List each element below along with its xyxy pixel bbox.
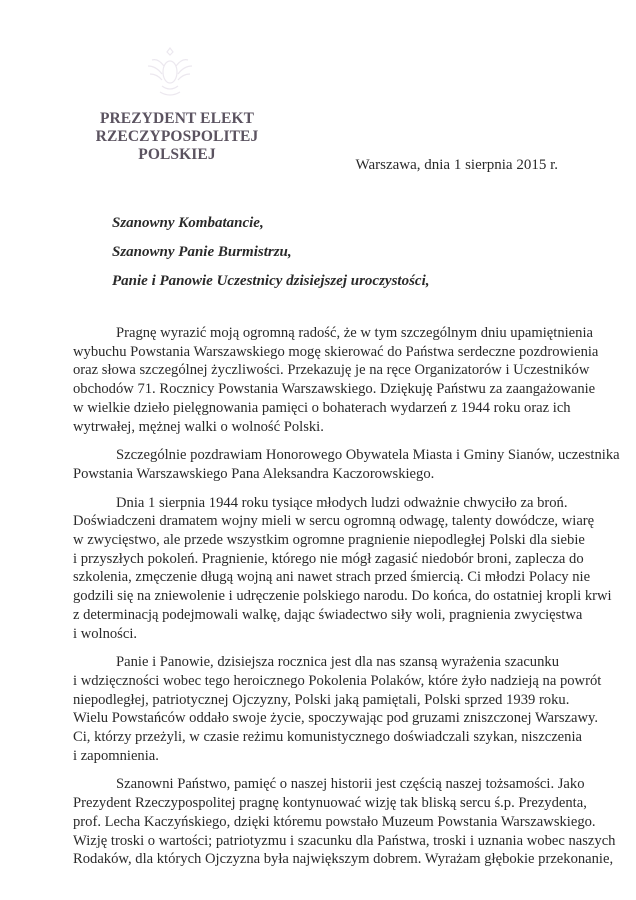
text-line: z determinacją podejmowali walkę, dając świadectwo siły woli, pragnienia zwycięstwa (73, 606, 583, 623)
text-line: w zwycięstwo, ale przede wszystkim ogromne pragnienie niepodległej Polski dla siebie (73, 532, 585, 549)
salutation-line: Panie i Panowie Uczestnicy dzisiejszej uroczystości, (112, 273, 430, 289)
letterhead-title-line2: RZECZYPOSPOLITEJ POLSKIEJ (95, 128, 259, 163)
text-line: Szanowni Państwo, pamięć o naszej historii jest częścią naszej tożsamości. Jako (116, 776, 585, 793)
letter-body (73, 324, 620, 879)
text-line: oraz słowa szczególnej życzliwości. Przekazuję je na ręce Organizatorów i Uczestników (73, 362, 590, 379)
text-line: Panie i Panowie, dzisiejsza rocznica jest dla nas szansą wyrażenia szacunku (116, 654, 559, 671)
polish-eagle-emblem-icon (140, 42, 200, 102)
letterhead-title-line1: PREZYDENT ELEKT (99, 110, 255, 127)
text-line: prof. Lecha Kaczyńskiego, dzięki któremu powstało Muzeum Powstania Warszawskiego. (73, 813, 596, 830)
text-line: Wizję troski o wartości; patriotyzmu i szacunku dla Państwa, troski i uznania wobec naszych (73, 832, 616, 849)
paragraph (73, 775, 616, 869)
paragraph (73, 653, 602, 765)
text-line: i przyszłych pokoleń. Pragnienie, którego nie mógł zagasić niedobór broni, zaplecza do (73, 550, 584, 567)
date-line: Warszawa, dnia 1 sierpnia 2015 r. (355, 157, 558, 173)
salutations (112, 214, 429, 301)
text-line: godzili się na zniewolenie i udręczenie polskiego narodu. Do końca, do ostatniej kropli krwi (73, 588, 612, 605)
paragraph (73, 446, 620, 483)
text-line: Dnia 1 sierpnia 1944 roku tysiące młodych ludzi odważnie chwyciło za broń. (116, 494, 568, 511)
paragraph (73, 324, 599, 436)
paragraph (73, 494, 612, 644)
text-line: Pragnę wyrazić moją ogromną radość, że w tym szczególnym dniu upamiętnienia (116, 325, 593, 341)
text-line: i zapomnienia. (73, 747, 159, 764)
salutation-line: Szanowny Panie Burmistrzu, (112, 244, 292, 260)
text-line: Prezydent Rzeczypospolitej pragnę kontynuować wizję tak bliską sercu ś.p. Prezydenta, (73, 795, 587, 812)
text-line: i wdzięczności wobec tego heroicznego Pokolenia Polaków, które żyło nadzieją na powrót (73, 672, 602, 689)
text-line: obchodów 71. Rocznicy Powstania Warszawskiego. Dziękuję Państwu za zaangażowanie (73, 381, 596, 398)
text-line: wytrwałej, mężnej walki o wolność Polski. (73, 418, 324, 435)
text-line: Rodaków, dla których Ojczyzna była największym dobrem. Wyrażam głębokie przekonanie, (73, 851, 614, 868)
text-line: Szczególnie pozdrawiam Honorowego Obywatela Miasta i Gminy Sianów, uczestnika (116, 447, 620, 464)
text-line: Wielu Powstańców oddało swoje życie, spoczywając pod gruzami zniszczonej Warszawy. (73, 710, 599, 727)
text-line: Ci, którzy przeżyli, w czasie reżimu komunistycznego doświadczali szykan, niszczenia (73, 729, 582, 746)
salutation-line: Szanowny Kombatancie, (112, 215, 264, 231)
letterhead-title (62, 110, 292, 164)
text-line: Powstania Warszawskiego Pana Aleksandra Kaczorowskiego. (73, 465, 435, 482)
text-line: w wielkie dzieło pielęgnowania pamięci o bohaterach wydarzeń z 1944 roku oraz ich (73, 399, 571, 416)
text-line: i wolności. (73, 625, 138, 642)
text-line: niepodległej, patriotycznej Ojczyzny, Polski jaką pamiętali, Polski sprzed 1939 roku. (73, 691, 570, 708)
text-line: szkolenia, zmęczenie długą wojną ani nawet strach przed śmiercią. Ci młodzi Polacy nie (73, 569, 591, 586)
text-line: wybuchu Powstania Warszawskiego mogę skierować do Państwa serdeczne pozdrowienia (73, 343, 599, 360)
text-line: Doświadczeni dramatem wojny mieli w sercu ogromną odwagę, talenty dowódcze, wiarę (73, 513, 595, 530)
